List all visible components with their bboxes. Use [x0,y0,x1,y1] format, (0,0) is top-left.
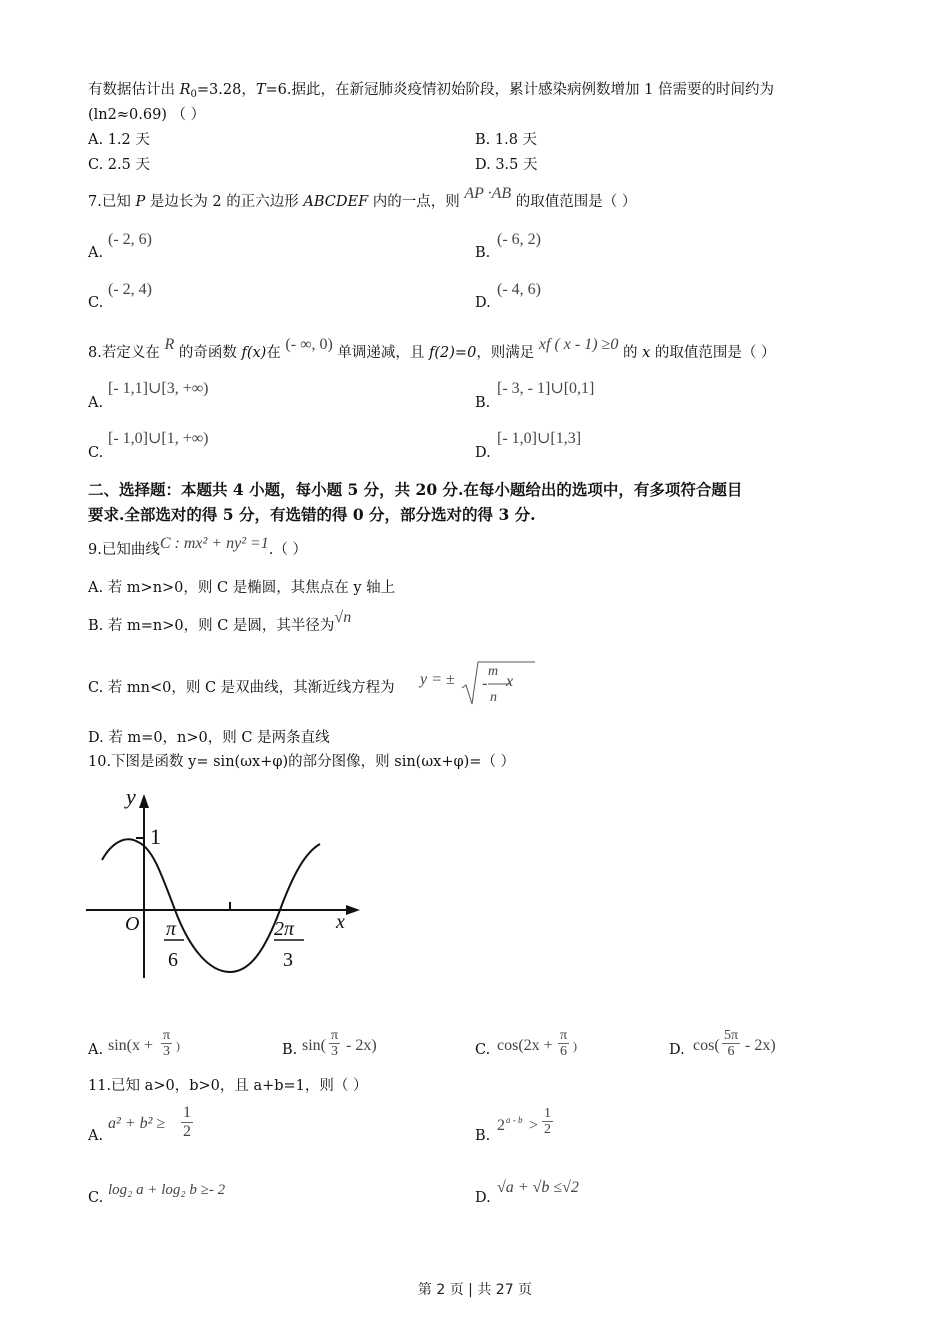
q9-option-c: C. 若 mn<0，则 C 是双曲线，其渐近线方程为 [88,680,395,696]
q11-option-d-value: √a + √b ≤√2 [497,1179,579,1196]
pi-over-6-numerator: π [166,918,177,940]
y-value-one-label: 1 [150,824,161,849]
q8-option-a-value: [- 1,1]∪[3, +∞) [108,380,209,397]
q7-option-d-value: (- 4, 6) [497,281,541,298]
q7-option-c-label: C. [88,295,104,311]
q7-option-b-value: (- 6, 2) [497,231,541,248]
q7-option-c-value: (- 2, 4) [108,281,152,298]
origin-label: O [125,913,140,935]
q8-stem: 8.若定义在 R 的奇函数 f(x)在 (- ∞, 0) 单调递减，且 f(2)=0，则满足 xf ( x - 1) ≥0 的 x 的取值范围是（ ） [88,336,776,361]
q6-option-d: D. 3.5 天 [475,157,538,173]
two-pi-over-3-denominator: 3 [283,949,293,971]
q6-line2: (ln2≈0.69) （ ） [88,107,206,123]
q6-option-a: A. 1.2 天 [88,132,150,148]
q7-option-b-label: B. [475,245,491,261]
exam-page: 有数据估计出 $R_0=3.28$，T=6.据此，在新冠肺炎疫情初始阶段，累计感染病例数增加 1 倍需要的时间约为 (ln2≈0.69) （ ） A. 1.2 天 B. 1.8 天 C. 2.5 天 D. 3.5 天 7.已知 P 是边长为 2 的正六边形 ABCDEF 内的一点，则 AP ·AB 的取值范围是（ ） A. (- 2, 6) B. (- 6, 2) C. (- 2, 4) D. (- 4, 6) 8.若定义在 R 的奇函数 f(x)在 (- ∞, 0) 单调递减，且 f(2)=0，则满足 xf ( x - 1) ≥0 的 x 的取值范围是（ ） A. [- 1,1]∪[3, +∞) B. [- 3, - 1]∪[0,1] C. [- 1,0]∪[1, +∞) D. [- 1,0]∪[1,3] 二、选择题：本题共 4 小题，每小题 5 分，共 20 分.在每小题给出的选项中，有多项符合题目 要求.全部选对的得 5 分，有选错的得 0 分，部分选对的得 3 分. 9.已知曲线C : mx² + ny² =1.（ ） A. 若 m>n>0，则 C 是椭圆，其焦点在 y 轴上 B. 若 m=n>0，则 C 是圆，其半径为√n C. 若 mn<0，则 C 是双曲线，其渐近线方程为 y = ± - m n x D. 若 m=0，n>0，则 C 是两条直线 10.下图是函数 y= sin(ωx+φ)的部分图像，则 sin(ωx+φ)=（ ） y x O 1 π 6 2π 3 A. sin(x + $\frac{\pi}{3}$ ) B. sin( $\frac{\pi}{3}$ - 2x) C. cos(2x + $\frac{\pi}{6}$ ) D. cos( $\frac{5\pi}{6}$ - 2x) 11.已知 a>0，b>0，且 a+b=1，则（ ） A. a² + b² ≥ $\frac{1}{2}$ B. 2 a - b > $\frac{1}{2}$ C. log₂ a + log₂ b ≥- 2 D. √a + √b ≤√2 第 2 页 | 共 27 页 [0,0,950,1344]
y-axis-arrow [139,794,149,808]
q6-option-c: C. 2.5 天 [88,157,150,173]
q7-option-a-label: A. [88,245,104,261]
q9-option-d: D. 若 m=0，n>0，则 C 是两条直线 [88,730,330,746]
section2-heading-line1: 二、选择题：本题共 4 小题，每小题 5 分，共 20 分.在每小题给出的选项中，有多项符合题目 [88,480,743,499]
q11-option-d-label: D. [475,1190,491,1206]
section2-heading-line2: 要求.全部选对的得 5 分，有选错的得 0 分，部分选对的得 3 分. [88,505,536,524]
q6-option-b: B. 1.8 天 [475,132,538,148]
page-footer: 第 2 页 | 共 27 页 [417,1282,533,1298]
q10-stem: 10.下图是函数 y= sin(ωx+φ)的部分图像，则 sin(ωx+φ)=（ ） [88,754,516,770]
q8-option-a-label: A. [88,395,104,411]
x-axis-label: x [336,911,345,933]
q9-option-b: B. 若 m=n>0，则 C 是圆，其半径为√n [88,609,352,634]
pi-over-6-denominator: 6 [168,949,178,971]
q8-option-c-value: [- 1,0]∪[1, +∞) [108,430,209,447]
x-axis-arrow [346,905,360,915]
q6-line1: 有数据估计出 $R_0=3.28$，T=6.据此，在新冠肺炎疫情初始阶段，累计感染病例数增加 1 倍需要的时间约为 [88,82,774,100]
q7-option-d-label: D. [475,295,491,311]
q11-option-c-label: C. [88,1190,104,1206]
y-axis-label: y [126,784,136,809]
q8-option-d-label: D. [475,445,491,461]
q8-option-c-label: C. [88,445,104,461]
q9-option-a: A. 若 m>n>0，则 C 是椭圆，其焦点在 y 轴上 [88,580,396,596]
two-pi-over-3-numerator: 2π [274,918,295,940]
q7-stem: 7.已知 P 是边长为 2 的正六边形 ABCDEF 内的一点，则 AP ·AB 的取值范围是（ ） [88,185,637,210]
q10-sine-graph [80,780,380,995]
q8-option-b-label: B. [475,395,491,411]
q8-option-b-value: [- 3, - 1]∪[0,1] [497,380,595,397]
q11-stem: 11.已知 a>0，b>0，且 a+b=1，则（ ） [88,1078,368,1094]
q11-option-c-value: log₂ a + log₂ b ≥- 2 [108,1182,226,1198]
q8-option-d-value: [- 1,0]∪[1,3] [497,430,582,447]
q7-option-a-value: (- 2, 6) [108,231,152,248]
q9-stem: 9.已知曲线C : mx² + ny² =1.（ ） [88,535,308,558]
radical-sign [460,658,540,708]
